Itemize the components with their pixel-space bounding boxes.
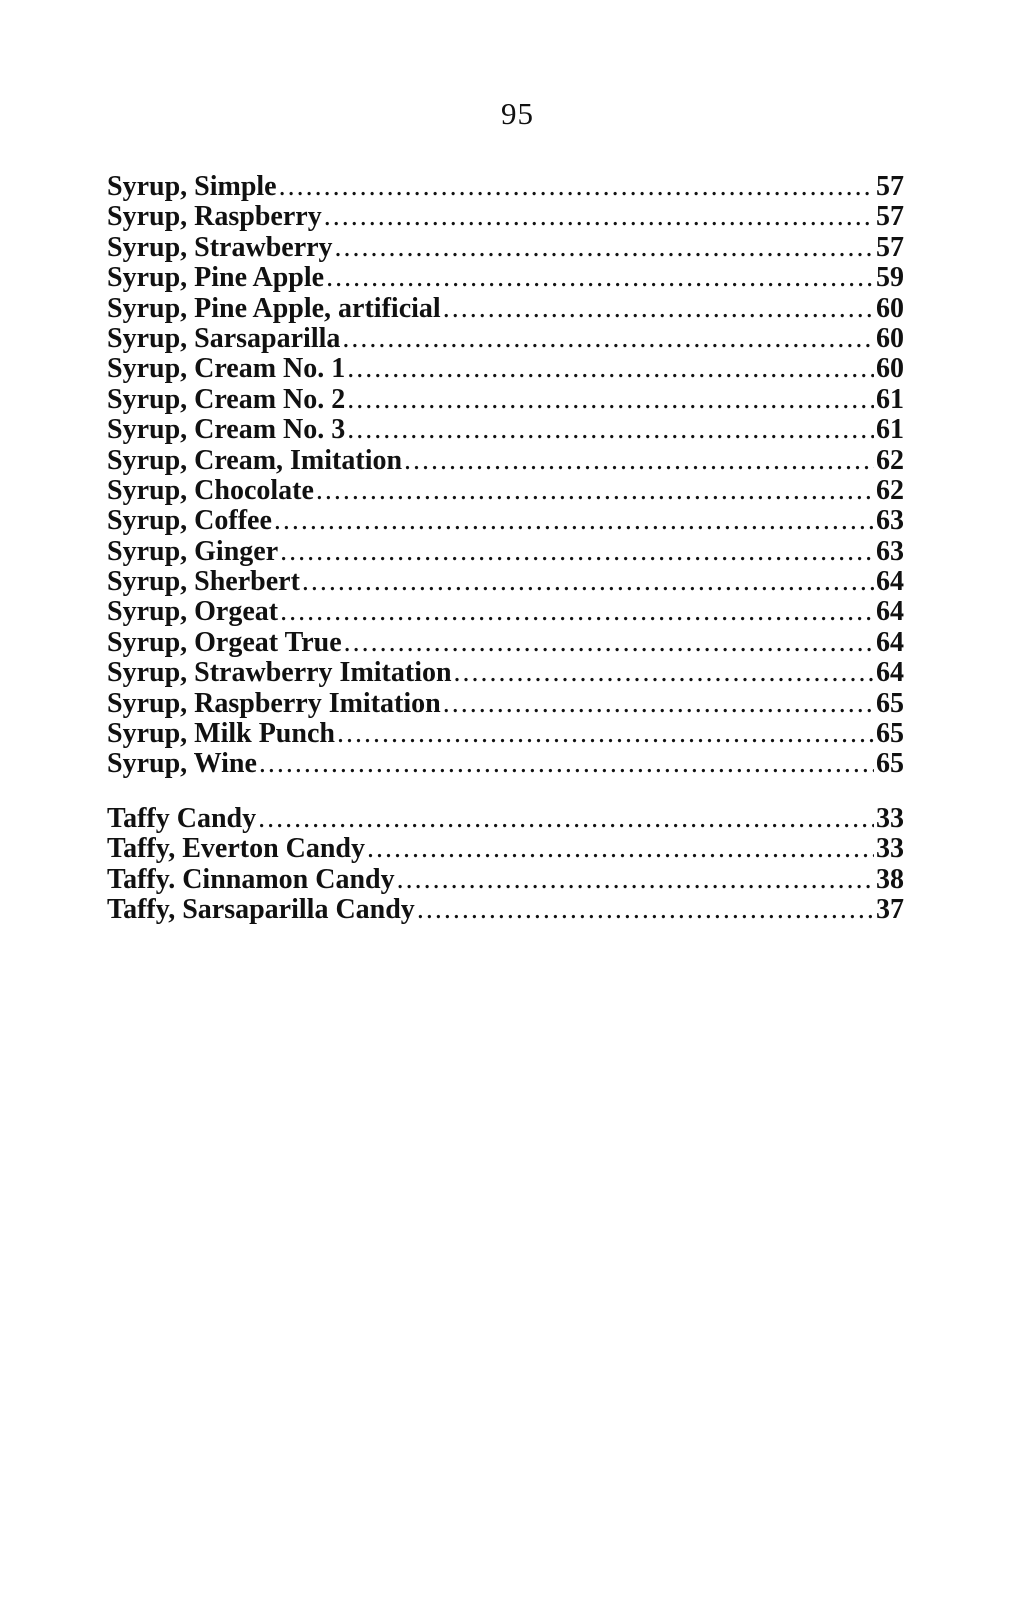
entry-label: Syrup, Raspberry Imitation [107,687,441,719]
entry-label: Syrup, Pine Apple, artificial [107,292,441,324]
index-entry [107,689,904,719]
index-entry [107,567,904,597]
entry-label: Syrup, Wine [107,748,257,780]
syrup-index-list [107,172,904,780]
dot-leader [280,537,874,567]
dot-leader [404,446,874,476]
entry-label: Syrup, Strawberry Imitation [107,657,452,689]
index-entry [107,865,904,895]
dot-leader [259,749,874,779]
index-entry [107,597,904,627]
index-entry [107,294,904,324]
entry-label: Syrup, Strawberry [107,231,333,263]
entry-label: Syrup, Sherbert [107,566,300,598]
index-entry [107,324,904,354]
dot-leader [454,658,874,688]
entry-page-number: 33 [876,833,904,865]
entry-page-number: 62 [876,444,904,476]
entry-page-number: 65 [876,748,904,780]
dot-leader [347,354,874,384]
entry-page-number: 38 [876,863,904,895]
entry-label: Syrup, Cream No. 3 [107,414,346,446]
index-entry [107,537,904,567]
index-entry [107,385,904,415]
entry-page-number: 64 [876,626,904,658]
entry-page-number: 33 [876,803,904,834]
index-entry [107,172,904,202]
entry-page-number: 61 [876,383,904,415]
index-entry [107,628,904,658]
index-entry [107,834,904,864]
entry-page-number: 64 [876,566,904,598]
dot-leader [302,567,874,597]
dot-leader [347,415,874,445]
entry-page-number: 60 [876,353,904,385]
index-entry [107,415,904,445]
index-entry [107,263,904,293]
index-entry [107,476,904,506]
entry-label: Taffy. Cinnamon Candy [107,863,395,895]
entry-page-number: 64 [876,596,904,628]
index-entry [107,658,904,688]
entry-page-number: 64 [876,657,904,689]
entry-page-number: 57 [876,231,904,263]
entry-page-number: 63 [876,535,904,567]
dot-leader [443,294,874,324]
entry-page-number: 59 [876,262,904,294]
dot-leader [335,233,874,263]
entry-label: Syrup, Cream No. 1 [107,353,346,385]
entry-page-number: 57 [876,171,904,202]
index-entry [107,506,904,536]
entry-page-number: 60 [876,322,904,354]
entry-label: Syrup, Coffee [107,505,272,537]
dot-leader [258,804,874,834]
entry-label: Taffy, Sarsaparilla Candy [107,894,415,926]
dot-leader [443,689,874,719]
dot-leader [344,628,874,658]
entry-page-number: 60 [876,292,904,324]
index-entry [107,749,904,779]
dot-leader [274,506,874,536]
dot-leader [279,172,874,202]
entry-label: Syrup, Milk Punch [107,718,335,750]
index-entry [107,719,904,749]
entry-label: Syrup, Pine Apple [107,262,325,294]
entry-page-number: 61 [876,414,904,446]
entry-page-number: 65 [876,687,904,719]
index-entry [107,233,904,263]
dot-leader [326,263,874,293]
dot-leader [337,719,874,749]
dot-leader [347,385,874,415]
entry-label: Syrup, Orgeat [107,596,279,628]
entry-page-number: 37 [876,894,904,926]
index-entry [107,354,904,384]
entry-label: Syrup, Cream, Imitation [107,444,403,476]
entry-page-number: 62 [876,474,904,506]
entry-label: Syrup, Orgeat True [107,626,342,658]
dot-leader [367,834,874,864]
dot-leader [324,202,874,232]
entry-label: Syrup, Ginger [107,535,279,567]
dot-leader [417,895,874,925]
page-number: 95 [501,96,534,131]
entry-label: Syrup, Cream No. 2 [107,383,346,415]
index-entry [107,202,904,232]
dot-leader [280,597,874,627]
taffy-index-list [107,804,904,926]
entry-page-number: 63 [876,505,904,537]
entry-label: Syrup, Simple [107,171,277,202]
entry-page-number: 57 [876,201,904,233]
index-entry [107,446,904,476]
entry-label: Syrup, Raspberry [107,201,322,233]
entry-label: Taffy, Everton Candy [107,833,366,865]
dot-leader [397,865,874,895]
index-entry [107,895,904,925]
index-entry [107,804,904,834]
dot-leader [342,324,874,354]
dot-leader [316,476,874,506]
entry-label: Syrup, Chocolate [107,474,314,506]
entry-label: Syrup, Sarsaparilla [107,322,341,354]
entry-label: Taffy Candy [107,803,257,834]
entry-page-number: 65 [876,718,904,750]
